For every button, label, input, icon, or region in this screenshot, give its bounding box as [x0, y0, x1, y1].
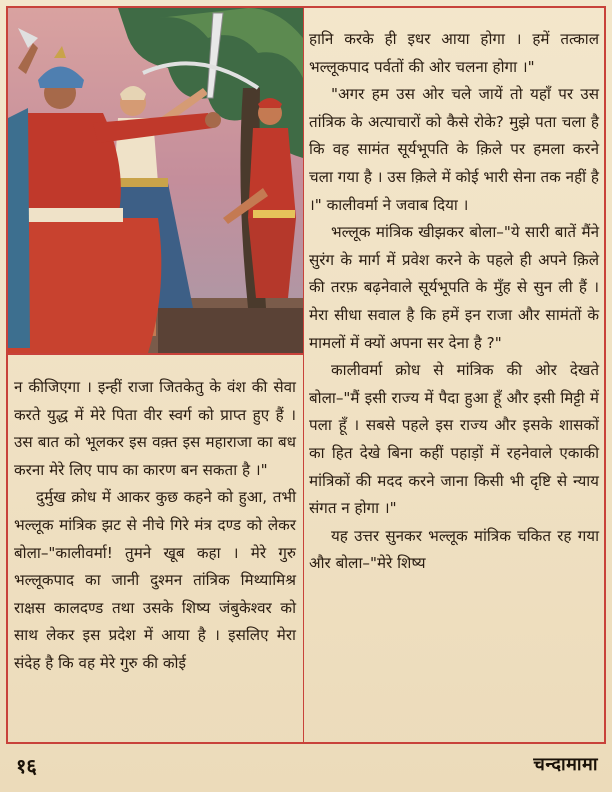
left-text-column [14, 374, 296, 678]
bottom-border-rule [6, 742, 606, 744]
story-illustration [8, 8, 303, 353]
magazine-title: चन्दामामा [533, 754, 598, 775]
illustration-drawing [8, 8, 303, 353]
right-border-rule [604, 6, 606, 744]
paragraph: यह उत्तर सुनकर भल्लूक मांत्रिक चकित रह गया और बोला–"मेरे शिष्य [309, 526, 599, 573]
right-text-column [309, 26, 599, 578]
column-divider-rule [303, 8, 304, 742]
paragraph: हानि करके ही इधर आया होगा । हमें तत्काल भल्लूकपाद पर्वतों की ओर चलना होगा ।" [309, 30, 599, 76]
paragraph: दुर्मुख क्रोध में आकर कुछ कहने को हुआ, तभी भल्लूक मांत्रिक झट से नीचे गिरे मंत्र दण्ड को लेकर बोला–"कालीवर्मा! तुमने खूब कहा । मेरे गुरु भल्लूकपाद का जानी दुश्मन तांत्रिक मिथ्यामिश्र राक्षस कालदण्ड तथा उसके शिष्य जंबुकेश्वर को साथ लेकर इस प्रदेश में आया है । इसलिए मेरा संदेह है कि वह मेरे गुरु की कोई [14, 488, 296, 672]
paragraph: "अगर हम उस ओर चले जायें तो यहाँ पर उस तांत्रिक के अत्याचारों को कैसे रोके? मुझे पता चला है कि वह सामंत सूर्यभूपति के क़िले पर हमला करने चला गया है । उस क़िले में कोई भारी सेना तक नहीं है ।" कालीवर्मा ने जवाब दिया । [309, 85, 599, 214]
paragraph: कालीवर्मा क्रोध से मांत्रिक की ओर देखते बोला–"मैं इसी राज्य में पैदा हुआ हूँ और इसी मिट्टी में पला हूँ । सबसे पहले इस राज्य और इसके शासकों का हित देखे बिना कहीं पहाड़ों में रहनेवाले एकाकी मांत्रिकों की मदद करने जाना किसी भी दृष्टि से न्याय संगत न होगा ।" [309, 361, 599, 518]
illustration-bottom-rule [8, 353, 303, 355]
page-number: १६ [16, 754, 37, 778]
paragraph: भल्लूक मांत्रिक खीझकर बोला–"ये सारी बातें मैंने सुरंग के मार्ग में प्रवेश करने के पहले ही अपने क़िले की तरफ़ बढ़नेवाले सूर्यभूपति के मुँह से सुन ली हैं । मेरा सीधा सवाल है कि हमें इन राजा और सामंतों के मामलों में क्यों अपना सर देना है ?" [309, 223, 599, 352]
paragraph: न कीजिएगा । इन्हीं राजा जितकेतु के वंश की सेवा करते युद्ध में मेरे पिता वीर स्वर्ग को प्राप्त हुए हैं । उस बात को भूलकर इस वक़्त इस महाराजा का बध करना मेरे लिए पाप का कारण बन सकता है ।" [14, 378, 296, 479]
